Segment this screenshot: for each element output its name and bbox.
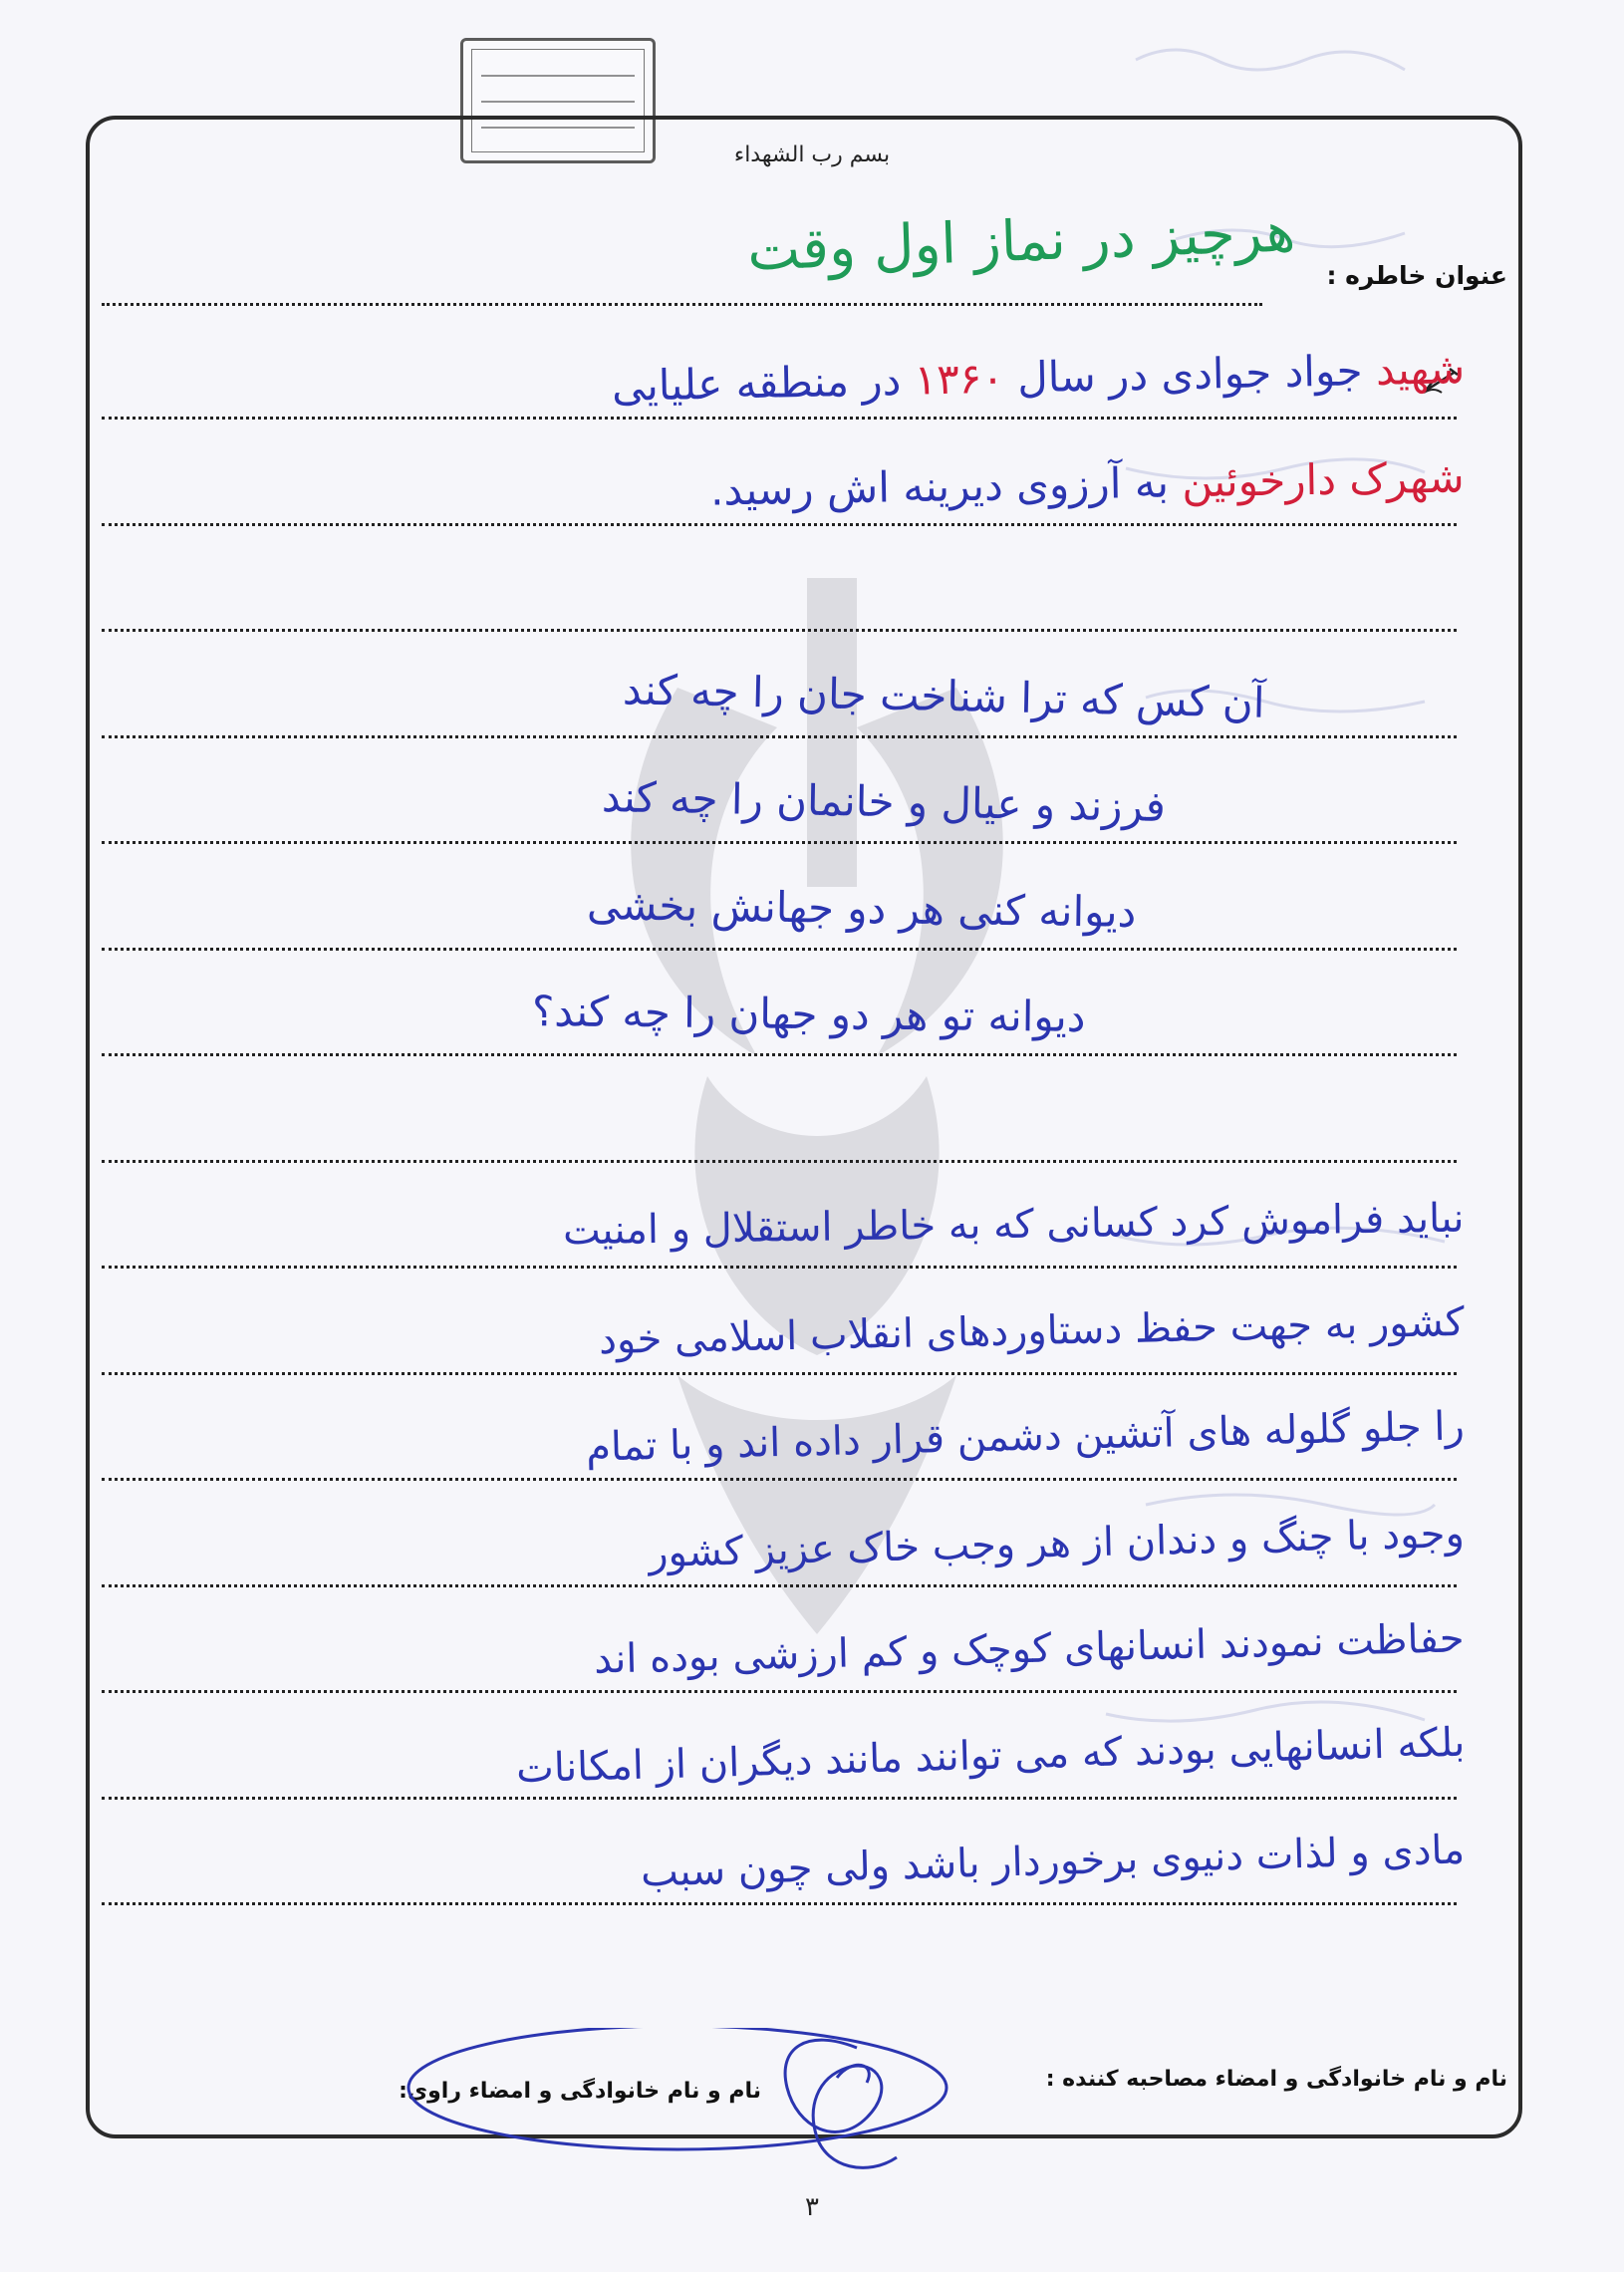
ruled-line: [102, 417, 1457, 420]
ruled-line: [102, 841, 1457, 844]
ruled-line: [102, 948, 1457, 951]
ruled-line: [102, 1584, 1457, 1587]
handwritten-segment: شهرک دارخوئین: [1168, 451, 1466, 507]
handwritten-segment: حفاظت نمودند انسانهای کوچک و کم ارزشی بوده اند: [593, 1615, 1466, 1683]
handwritten-segment: شهید: [1361, 344, 1466, 396]
memoir-title-label: عنوان خاطره :: [1326, 261, 1507, 290]
ruled-line: [102, 1478, 1457, 1481]
narrator-signature-label: نام و نام خانوادگی و امضاء راوی:: [399, 2079, 761, 2104]
handwritten-segment: در منطقه علیایی: [611, 355, 915, 411]
ruled-line: [102, 1160, 1457, 1163]
handwritten-segment: جواد جوادی در سال: [1003, 346, 1363, 403]
handwritten-segment: وجود با چنگ و دندان از هر وجب خاک عزیز کشور: [648, 1510, 1466, 1576]
ruled-line: [102, 1372, 1457, 1375]
handwritten-segment: آن کس که ترا شناخت جان را چه کند: [623, 664, 1266, 727]
ruled-line: [102, 1266, 1457, 1269]
interviewer-signature-label: نام و نام خانوادگی و امضاء مصاحبه کننده :: [1045, 2067, 1507, 2092]
title-dotted-line: [102, 303, 1262, 306]
ruled-line: [102, 629, 1457, 632]
handwritten-segment: نباید فراموش کرد کسانی که به خاطر استقلال و امنیت: [563, 1195, 1466, 1255]
page-header: بسم رب الشهداء: [733, 142, 891, 167]
handwritten-segment: بلکه انسانهایی بودند که می توانند مانند دیگران از امکانات: [515, 1719, 1466, 1792]
handwritten-line: [532, 987, 1086, 1041]
memoir-title-value: هرچیز در نماز اول وقت: [745, 199, 1296, 284]
handwritten-segment: دیوانه کنی هر دو جهانش بخشی: [586, 879, 1137, 937]
ruled-line: [102, 1902, 1457, 1905]
handwritten-segment: به آرزوی دیرینه اش رسید.: [710, 457, 1170, 515]
page-number: ۳: [805, 2192, 819, 2222]
handwritten-segment: فرزند و عیال و خانمان را چه کند: [601, 772, 1167, 831]
handwritten-segment: ۱۳۶۰: [913, 353, 1005, 405]
ruled-line: [102, 1797, 1457, 1800]
ruled-line: [102, 735, 1457, 738]
handwritten-line: [602, 772, 1167, 831]
handwritten-segment: را جلو گلوله های آتشین دشمن قرار داده اند و با تمام: [585, 1403, 1466, 1471]
ruled-line: [102, 1690, 1457, 1693]
handwritten-segment: دیوانه تو هر دو جهان را چه کند؟: [532, 987, 1087, 1041]
signature: [399, 2028, 956, 2187]
ruled-line: [102, 523, 1457, 526]
handwritten-segment: کشور به جهت حفظ دستاوردهای انقلاب اسلامی خود: [598, 1298, 1466, 1363]
handwritten-segment: مادی و لذات دنیوی برخوردار باشد ولی چون سبب: [640, 1827, 1466, 1896]
handwritten-line: [586, 880, 1136, 937]
ruled-line: [102, 1053, 1457, 1056]
